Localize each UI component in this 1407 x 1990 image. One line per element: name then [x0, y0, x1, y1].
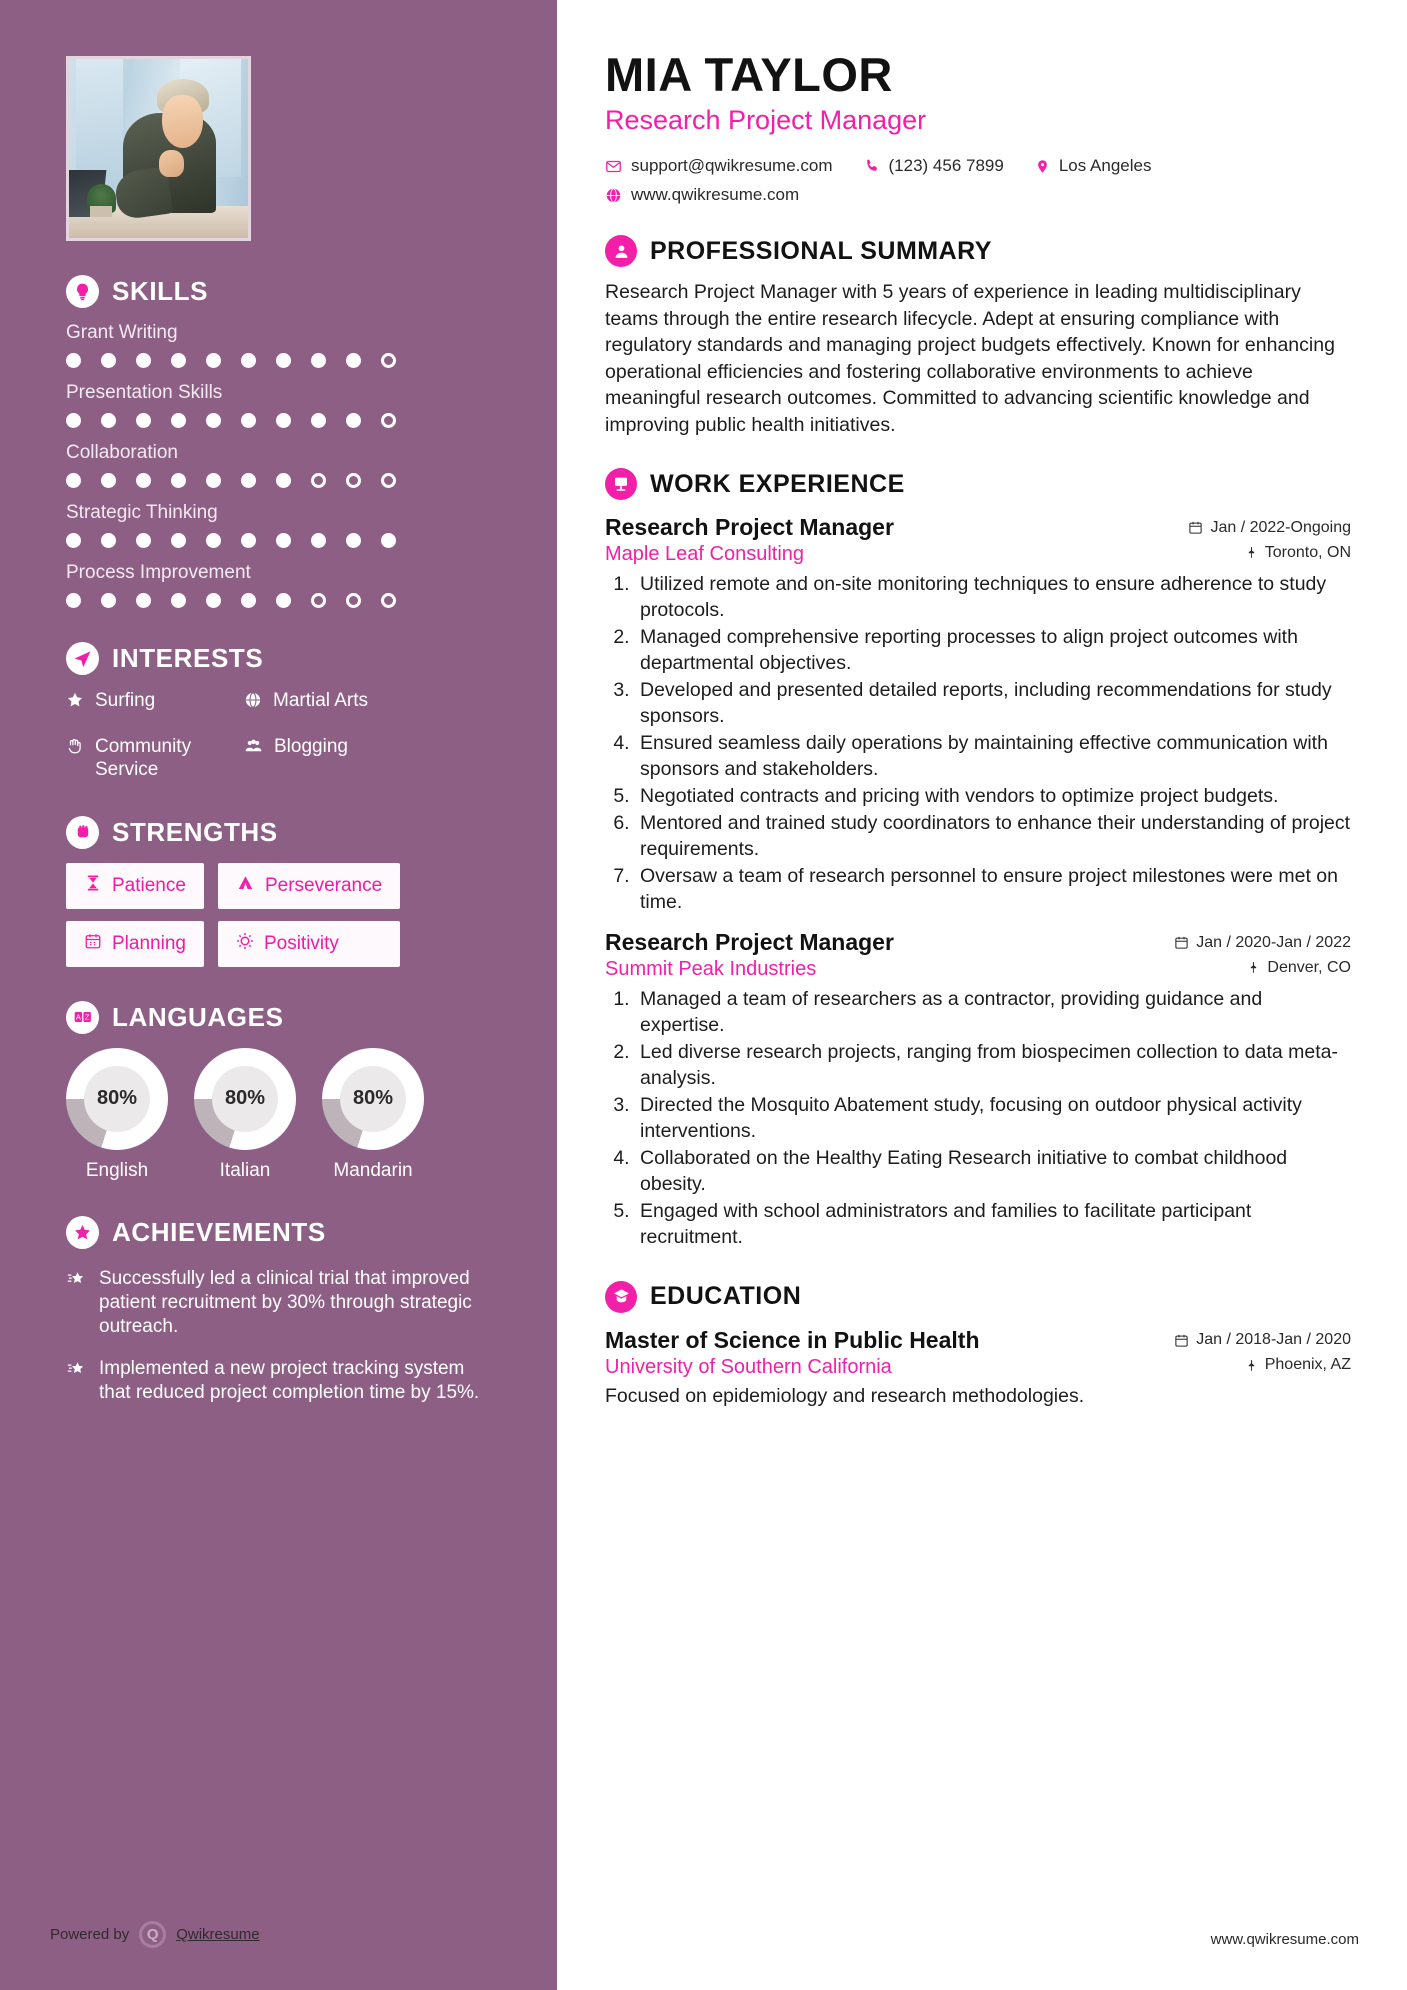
summary-header [605, 235, 1351, 267]
summary-text: Research Project Manager with 5 years of experience in leading multidisciplinary teams through the entire research lifecycle. Adept at ensuring compliance with regulatory standards and managing project budgets effectively. Known for enhancing operational efficiencies and fostering collaborative environments to achieve meaningful research outcomes. Committed to advancing scientific knowledge and improving public health initiatives. [605, 281, 1335, 436]
interest-label: Surfing [95, 690, 156, 711]
skill-dot [136, 593, 151, 608]
job-role-subtitle: Research Project Manager [605, 105, 927, 136]
education-list [605, 1327, 1351, 1408]
job-dates-text: Jan / 2022-Ongoing [1210, 518, 1351, 536]
skill-dot [276, 353, 291, 368]
skill-dot [381, 413, 396, 428]
achievement-star-icon [66, 1357, 86, 1405]
skill-dot [101, 473, 116, 488]
skill-rating [66, 473, 497, 488]
interest-label: Martial Arts [273, 690, 369, 711]
language-progress-ring [322, 1048, 424, 1150]
strengths-list [66, 863, 497, 967]
education-dates-text: Jan / 2018-Jan / 2020 [1196, 1331, 1351, 1349]
translate-icon [66, 1001, 99, 1034]
strengths-title: STRENGTHS [112, 816, 278, 847]
hourglass-icon [84, 874, 102, 898]
pin-icon [1245, 545, 1258, 560]
skills-header [66, 275, 497, 308]
contact-location [1035, 156, 1152, 176]
skill-dot [276, 533, 291, 548]
language-item [66, 1048, 168, 1182]
sidebar-footer [50, 1921, 260, 1948]
job-location [1247, 959, 1351, 977]
skill-dot [136, 473, 151, 488]
skill-dot [206, 533, 221, 548]
job-duty: 3. Directed the Mosquito Abatement study, focusing on outdoor physical activity interventions. [635, 1093, 1351, 1145]
skill-rating [66, 413, 497, 428]
skill-dot [381, 533, 396, 548]
job-dates-text: Jan / 2020-Jan / 2022 [1196, 933, 1351, 951]
skill-dot [171, 353, 186, 368]
interest-label: Community Service [95, 736, 192, 781]
map-pin-icon [1035, 158, 1050, 175]
skills-list [66, 322, 497, 608]
skill-label: Strategic Thinking [66, 502, 218, 523]
skill-dot [381, 593, 396, 608]
skills-title: SKILLS [112, 276, 209, 306]
envelope-icon [605, 158, 622, 175]
graduate-icon [605, 1281, 637, 1313]
achievement-item [66, 1267, 497, 1339]
contact-email[interactable] [605, 156, 833, 176]
skill-dot [101, 353, 116, 368]
job-dates [1188, 519, 1351, 537]
calendar-icon [84, 932, 102, 956]
job-company: Summit Peak Industries [605, 958, 817, 981]
skill-dot [206, 593, 221, 608]
language-progress-ring [194, 1048, 296, 1150]
language-progress-ring [66, 1048, 168, 1150]
job-duties [635, 987, 1351, 1250]
job-company-row [605, 958, 1351, 981]
job-title-row [605, 929, 1351, 956]
job-duty: 4. Ensured seamless daily operations by maintaining effective communication with sponsors and stakeholders. [635, 731, 1351, 783]
job-duties [635, 572, 1351, 915]
education-description: Focused on epidemiology and research methodologies. [605, 1384, 1085, 1407]
strength-item [218, 863, 400, 909]
job-duty: 4. Collaborated on the Healthy Eating Research initiative to combat childhood obesity. [635, 1146, 1351, 1198]
job-duty: 3. Developed and presented detailed reports, including recommendations for study sponsors. [635, 678, 1351, 730]
pin-icon [1245, 1358, 1258, 1373]
workstation-icon [605, 468, 637, 500]
degree-title: Master of Science in Public Health [605, 1326, 980, 1353]
person-circle-icon [605, 235, 637, 267]
experience-header [605, 468, 1351, 500]
job-entry [605, 514, 1351, 915]
skill-dot [276, 413, 291, 428]
skill-dot [66, 593, 81, 608]
skill-dot [101, 413, 116, 428]
job-duty: 2. Led diverse research projects, ranging from biospecimen collection to data meta-analysis. [635, 1040, 1351, 1092]
job-company: Maple Leaf Consulting [605, 543, 805, 566]
main-content [557, 0, 1407, 1990]
contact-website[interactable] [605, 185, 799, 205]
skill-dot [346, 413, 361, 428]
strength-label: Planning [112, 932, 186, 954]
language-percent: 80% [340, 1066, 406, 1132]
strength-item [66, 921, 204, 967]
contact-website-text: www.qwikresume.com [631, 185, 800, 205]
skill-dot [171, 533, 186, 548]
professional-summary-section [605, 235, 1351, 438]
job-duty: 1. Utilized remote and on-site monitoring techniques to ensure adherence to study protocols. [635, 572, 1351, 624]
calendar-icon [1174, 935, 1189, 950]
skill-dot [136, 533, 151, 548]
skill-dot [136, 353, 151, 368]
skill-dot [241, 533, 256, 548]
job-duty: 6. Mentored and trained study coordinators to enhance their understanding of project requirements. [635, 811, 1351, 863]
achievement-text: Implemented a new project tracking system that reduced project completion time by 15%. [99, 1357, 480, 1404]
paper-plane-icon [66, 642, 99, 675]
language-item [194, 1048, 296, 1182]
sidebar [0, 0, 557, 1990]
skill-dot [346, 353, 361, 368]
interest-item [244, 735, 497, 781]
skill-dot [206, 413, 221, 428]
svg-text:Z: Z [84, 1012, 89, 1022]
skill-dot [241, 353, 256, 368]
skill-dot [311, 593, 326, 608]
strengths-header [66, 816, 497, 849]
page-title: MIA TAYLOR [605, 48, 893, 101]
skill-dot [241, 473, 256, 488]
skill-dot [66, 413, 81, 428]
skill-rating [66, 593, 497, 608]
contact-email-text: support@qwikresume.com [631, 156, 833, 176]
interest-item [66, 735, 244, 781]
star-badge-icon [66, 1216, 99, 1249]
main-footer-website: www.qwikresume.com [1210, 1931, 1359, 1948]
globe-icon [605, 187, 622, 204]
calendar-icon [1174, 1333, 1189, 1348]
achievements-list [66, 1267, 497, 1406]
skill-dot [66, 473, 81, 488]
skill-dot [381, 353, 396, 368]
skill-dot [311, 533, 326, 548]
contact-phone-text: (123) 456 7899 [888, 156, 1004, 176]
job-dates [1174, 934, 1351, 952]
job-duty: 7. Oversaw a team of research personnel to ensure project milestones were met on time. [635, 864, 1351, 916]
skill-label: Process Improvement [66, 562, 251, 583]
powered-by-label: Powered by [50, 1926, 130, 1943]
skill-dot [66, 353, 81, 368]
job-duty: 1. Managed a team of researchers as a contractor, providing guidance and expertise. [635, 987, 1351, 1039]
skill-dot [346, 473, 361, 488]
summary-title: PROFESSIONAL SUMMARY [650, 236, 992, 265]
mountain-icon [236, 874, 255, 898]
svg-text:A: A [75, 1012, 81, 1022]
language-item [322, 1048, 424, 1182]
degree-row [605, 1327, 1351, 1354]
interest-item [66, 689, 244, 715]
languages-title: LANGUAGES [112, 1001, 284, 1032]
achievements-section [66, 1216, 497, 1406]
language-percent: 80% [84, 1066, 150, 1132]
achievements-title: ACHIEVEMENTS [112, 1216, 326, 1247]
job-duty: 5. Engaged with school administrators and families to facilitate participant recruitment. [635, 1199, 1351, 1251]
job-entry [605, 929, 1351, 1250]
job-duty: 2. Managed comprehensive reporting processes to align project outcomes with departmental objectives. [635, 625, 1351, 677]
skill-dot [101, 593, 116, 608]
education-section [605, 1281, 1351, 1408]
fist-icon [66, 816, 99, 849]
strength-item [218, 921, 400, 967]
skill-dot [66, 533, 81, 548]
skill-rating [66, 533, 497, 548]
skill-label: Collaboration [66, 442, 178, 463]
interests-title: INTERESTS [112, 643, 264, 673]
skill-dot [311, 413, 326, 428]
achievement-star-icon [66, 1267, 86, 1339]
job-title-row [605, 514, 1351, 541]
skill-dot [206, 473, 221, 488]
achievement-text: Successfully led a clinical trial that improved patient recruitment by 30% through strategic outreach. [99, 1267, 472, 1337]
education-dates [1174, 1331, 1351, 1349]
qwikresume-link[interactable]: Qwikresume [176, 1926, 260, 1943]
job-title: Research Project Manager [605, 514, 894, 541]
skill-dot [241, 593, 256, 608]
interest-item [244, 689, 497, 715]
qwikresume-logo-icon: Q [139, 1921, 166, 1948]
star-icon [66, 689, 84, 715]
phone-icon [864, 158, 880, 174]
language-label: English [85, 1159, 149, 1181]
contact-location-text: Los Angeles [1058, 156, 1152, 176]
achievements-header [66, 1216, 497, 1249]
education-title: EDUCATION [650, 1282, 802, 1311]
skill-dot [346, 593, 361, 608]
skill-label: Presentation Skills [66, 382, 223, 403]
languages-header [66, 1001, 497, 1034]
skill-dot [136, 413, 151, 428]
strength-label: Positivity [263, 932, 339, 954]
skill-dot [276, 593, 291, 608]
pin-icon [1247, 960, 1260, 975]
school-row [605, 1356, 1351, 1379]
skill-dot [171, 593, 186, 608]
skill-dot [311, 473, 326, 488]
skill-dot [276, 473, 291, 488]
strengths-section [66, 816, 497, 967]
job-location-text: Denver, CO [1267, 958, 1351, 976]
job-duty: 5. Negotiated contracts and pricing with vendors to optimize project budgets. [635, 784, 1351, 810]
education-location [1245, 1356, 1351, 1374]
interests-section [66, 642, 497, 782]
calendar-icon [1188, 520, 1203, 535]
skill-dot [206, 353, 221, 368]
lightbulb-icon [66, 275, 99, 308]
work-experience-section [605, 468, 1351, 1250]
skill-dot [311, 353, 326, 368]
job-title: Research Project Manager [605, 929, 894, 956]
experience-title: WORK EXPERIENCE [650, 469, 905, 498]
skill-dot [241, 413, 256, 428]
languages-list [66, 1048, 497, 1182]
strength-label: Patience [112, 874, 186, 896]
people-icon [244, 735, 263, 761]
skill-dot [346, 533, 361, 548]
education-header [605, 1281, 1351, 1313]
interests-list [66, 689, 497, 782]
job-company-row [605, 543, 1351, 566]
job-location [1245, 544, 1351, 562]
sun-icon [236, 932, 254, 956]
achievement-item [66, 1357, 497, 1405]
skill-label: Grant Writing [66, 322, 178, 343]
skills-section [66, 275, 497, 608]
globe-icon [244, 689, 262, 715]
skill-dot [171, 413, 186, 428]
strength-label: Perseverance [264, 874, 383, 896]
language-label: Mandarin [333, 1159, 413, 1181]
skill-rating [66, 353, 497, 368]
hand-icon [66, 735, 84, 761]
school-name: University of Southern California [605, 1355, 892, 1378]
interest-label: Blogging [274, 736, 348, 758]
languages-section [66, 1001, 497, 1182]
jobs-list [605, 514, 1351, 1250]
strength-item [66, 863, 204, 909]
language-label: Italian [219, 1159, 271, 1181]
job-location-text: Toronto, ON [1264, 543, 1351, 561]
education-location-text: Phoenix, AZ [1264, 1356, 1351, 1374]
interests-header [66, 642, 497, 675]
skill-dot [101, 533, 116, 548]
skill-dot [171, 473, 186, 488]
profile-photo [66, 56, 251, 241]
skill-dot [381, 473, 396, 488]
language-percent: 80% [212, 1066, 278, 1132]
contact-phone[interactable] [864, 156, 1004, 176]
contact-info [605, 156, 1351, 205]
education-entry [605, 1327, 1351, 1408]
